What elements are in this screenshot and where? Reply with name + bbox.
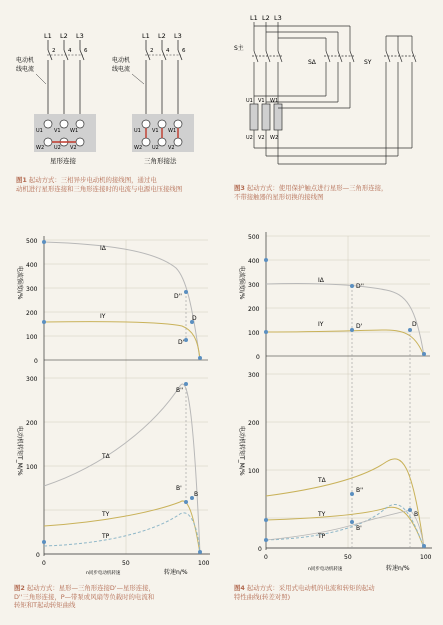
fig1-star-v1: V1 [54, 128, 61, 134]
fig3-caption [234, 184, 434, 201]
fig3-l3: L3 [274, 14, 282, 22]
fig3-u1: U1 [246, 98, 253, 104]
fig4-svg [226, 226, 440, 578]
fig2-label-b: B [194, 491, 199, 498]
fig1-delta-l2: L2 [158, 32, 166, 40]
fig1-delta-sw2: 2 [150, 48, 154, 54]
fig2-label-d: D [192, 315, 197, 322]
fig3-v1: V1 [258, 98, 265, 104]
fig2-label-tdelta: TΔ [102, 453, 110, 460]
fig4-label-d1: D' [356, 323, 363, 330]
fig3-w1: W1 [270, 98, 279, 104]
fig2-caption-num: 图2 [14, 584, 25, 592]
fig3-v2: V2 [258, 135, 265, 141]
fig4-tick-400: 400 [248, 258, 260, 265]
fig4-ltick-0: 0 [258, 546, 262, 553]
fig2-tick-100: 100 [26, 334, 38, 341]
fig4-caption-line1: 起动方式：采用式电动机的电流和转矩的起动 [246, 584, 375, 592]
fig2-ltick-100: 100 [26, 464, 38, 471]
fig3-l1: L1 [250, 14, 258, 22]
fig2-caption [14, 584, 219, 610]
fig1-delta-l1: L1 [142, 32, 150, 40]
fig4-xtick-0: 0 [264, 554, 268, 561]
fig4-tick-100: 100 [248, 330, 260, 337]
fig1-caption [16, 176, 216, 193]
fig4-label-d2: D'' [356, 283, 364, 290]
fig4-t-y-curve [266, 507, 424, 548]
fig3-s-main: S主 [234, 45, 244, 52]
fig4-label-b2: B'' [356, 487, 364, 494]
fig3-s-star: SY [364, 59, 372, 66]
fig1-star-u1: U1 [36, 128, 43, 134]
fig1-star-caption: 星形连接 [50, 157, 76, 165]
fig2-tick-400: 400 [26, 262, 38, 269]
fig2-chart [4, 226, 218, 578]
fig1-star-v2: V2 [70, 145, 77, 151]
fig4-label-iy: IY [318, 321, 324, 328]
fig2-i-y-curve [44, 322, 200, 360]
fig1-wiring-diagram [14, 22, 214, 172]
fig1-star-l2: L2 [60, 32, 68, 40]
fig2-caption-line3: 转矩和T起动转矩曲线 [14, 601, 76, 609]
fig4-caption [234, 584, 434, 601]
fig1-delta-l3: L3 [174, 32, 182, 40]
fig3-wiring-diagram [226, 6, 436, 181]
fig2-label-b1: B' [176, 485, 182, 492]
fig2-t-delta-curve [44, 384, 200, 554]
fig3-l2: L2 [262, 14, 270, 22]
fig3-svg [226, 6, 436, 181]
fig1-delta-sw4: 4 [166, 48, 170, 54]
fig4-label-d: D [412, 321, 417, 328]
fig4-xtick-50: 50 [344, 554, 352, 561]
fig3-s-delta: SΔ [308, 59, 316, 66]
fig4-tick-0: 0 [256, 354, 260, 361]
fig1-star-sw2: 2 [52, 48, 56, 54]
fig2-ltick-0: 0 [36, 552, 40, 559]
fig1-svg [14, 22, 214, 172]
fig2-xtick-50: 50 [122, 560, 130, 567]
fig4-ltick-200: 200 [248, 420, 260, 427]
fig1-caption-line1: 起动方式：三相异步电动机的接线图，通过电 [28, 176, 157, 184]
fig3-u2: U2 [246, 135, 253, 141]
fig2-label-idelta: IΔ [100, 245, 106, 252]
fig1-delta-u1: U1 [134, 128, 141, 134]
fig1-delta-current-2: 线电流 [112, 66, 131, 73]
fig1-star-group [16, 32, 96, 165]
fig1-delta-current-1: 电动机 [112, 57, 131, 64]
fig4-ltick-300: 300 [248, 372, 260, 379]
fig1-delta-v2: V2 [168, 145, 175, 151]
fig2-x-sublabel: n同步电动机转速 [86, 571, 121, 576]
fig4-t-delta-curve [266, 459, 424, 548]
fig4-chart [226, 226, 440, 578]
fig1-caption-line2: 动机进行星形连接和三角形连接时的电流与电源电压接线图 [16, 184, 183, 193]
fig4-label-ty: TY [318, 511, 326, 518]
fig2-xlabel: 转速n/% [164, 569, 188, 576]
fig1-delta-group [112, 32, 194, 165]
fig2-label-d2: D'' [174, 293, 182, 300]
fig1-star-sw4: 4 [68, 48, 72, 54]
fig4-xtick-100: 100 [420, 554, 432, 561]
fig2-ltick-200: 200 [26, 420, 38, 427]
fig2-svg [4, 226, 218, 578]
fig1-star-w1: W1 [70, 128, 79, 134]
fig1-delta-sw6: 6 [182, 48, 186, 54]
fig2-label-iy: IY [100, 313, 106, 320]
fig4-x-sublabel: n同步电动机转速 [308, 567, 343, 572]
fig2-lower-ylabel: 电动机转矩T_M/% [16, 426, 23, 476]
fig1-delta-v1: V1 [152, 128, 159, 134]
fig3-caption-num: 图3 [234, 184, 245, 192]
fig2-caption-line1: 起动方式：星形—三角形连接D'—星形连接， [26, 584, 155, 592]
fig2-xtick-0: 0 [42, 560, 46, 567]
fig2-i-delta-curve [44, 242, 200, 360]
fig1-star-sw6: 6 [84, 48, 88, 54]
fig4-tick-200: 200 [248, 306, 260, 313]
fig4-tick-500: 500 [248, 234, 260, 241]
fig2-tick-200: 200 [26, 310, 38, 317]
fig4-caption-line2: 特性曲线(转差对照) [234, 592, 291, 601]
fig1-star-l3: L3 [76, 32, 84, 40]
fig4-i-delta-curve [266, 283, 424, 356]
fig2-label-b2: B'' [176, 387, 184, 394]
fig4-caption-num: 图4 [234, 584, 245, 592]
fig1-star-w2: W2 [36, 145, 45, 151]
fig2-t-y-curve [44, 501, 200, 554]
fig4-upper-ylabel: 电流强度I/% [238, 266, 245, 300]
fig1-delta-caption: 三角形接法 [144, 157, 177, 165]
fig4-label-b1: B' [356, 525, 362, 532]
fig1-delta-u2: U2 [152, 145, 159, 151]
fig2-tick-0: 0 [34, 358, 38, 365]
fig4-label-b: B [414, 511, 419, 518]
fig2-ltick-300: 300 [26, 376, 38, 383]
fig2-t-p-curve [44, 513, 200, 554]
fig4-t-p-extra [266, 510, 424, 548]
fig2-tick-500: 500 [26, 238, 38, 245]
fig2-tick-300: 300 [26, 286, 38, 293]
fig1-delta-w1: W1 [168, 128, 177, 134]
fig2-upper-ylabel: 电流强度I/% [16, 266, 23, 300]
fig3-caption-line2: 不带接触器的星形切换的接线图 [234, 192, 324, 201]
fig1-caption-num: 图1 [16, 176, 27, 184]
fig4-t-p-curve [266, 504, 424, 548]
fig3-caption-line1: 起动方式：使用保护触点进行星形—三角形连接， [246, 184, 388, 192]
fig4-label-tdelta: TΔ [318, 477, 326, 484]
fig2-caption-line2: D''三角形连接，P—带泵或风扇等负载时的电流和 [14, 592, 155, 601]
fig4-xlabel: 转速n/% [386, 565, 410, 572]
fig3-w2: W2 [270, 135, 279, 141]
fig1-star-current-2: 线电流 [16, 66, 35, 73]
fig2-label-ty: TY [102, 511, 110, 518]
fig4-lower-ylabel: 电动机转矩T_M/% [238, 426, 245, 476]
fig1-star-u2: U2 [54, 145, 61, 151]
fig4-label-tp: TP [318, 533, 326, 540]
fig4-ltick-100: 100 [248, 468, 260, 475]
fig4-label-idelta: IΔ [318, 277, 324, 284]
fig4-tick-300: 300 [248, 282, 260, 289]
fig4-i-y-curve [266, 330, 424, 356]
fig1-delta-w2: W2 [134, 145, 143, 151]
fig1-star-current-1: 电动机 [16, 57, 35, 64]
fig1-star-l1: L1 [44, 32, 52, 40]
fig2-label-d1: D' [178, 339, 185, 346]
fig2-label-tp: TP [102, 533, 110, 540]
fig2-xtick-100: 100 [198, 560, 210, 567]
